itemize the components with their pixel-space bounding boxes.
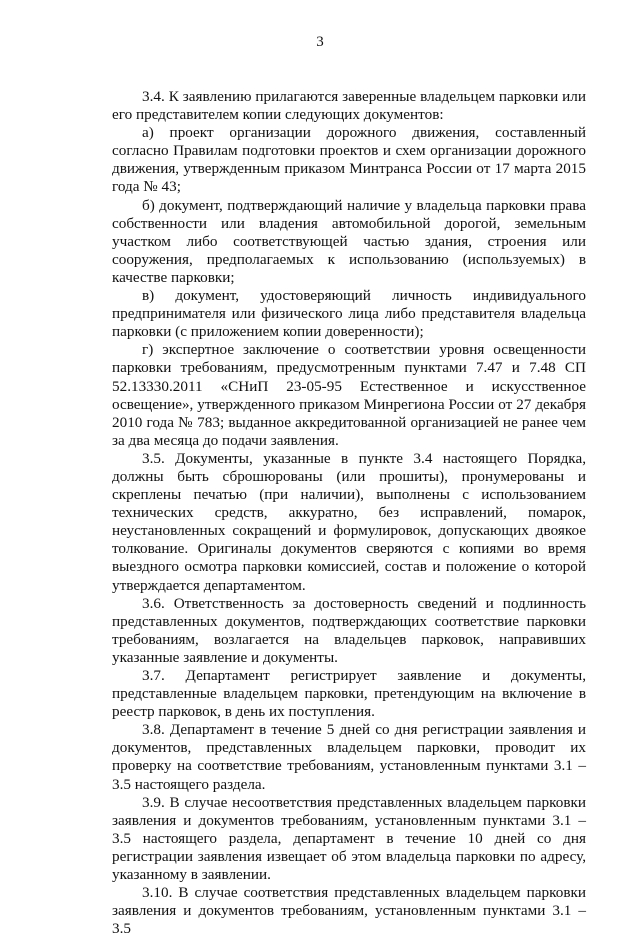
paragraph-3-4-b: б) документ, подтверждающий наличие у владельца парковки права собственности или владения автомобильной дорогой, земельным участком либо соответствующей частью здания, строения или сооружения, предполагаемых к использованию (используемых) в качестве парковки; [112,196,586,286]
paragraph-3-4-g: г) экспертное заключение о соответствии уровня освещенности парковки требованиям, предусмотренным пунктами 7.47 и 7.48 СП 52.13330.2011 «СНиП 23-05-95 Естественное и искусственное освещение», утвержденного приказом Минрегиона России от 27 декабря 2010 года № 783; выданное аккредитованной организацией не ранее чем за два месяца до подачи заявления. [112,341,586,449]
paragraph-3-4-a: а) проект организации дорожного движения, составленный согласно Правилам подготовки проектов и схем организации дорожного движения, утвержденным приказом Минтранса России от 17 марта 2015 года № 43; [112,124,586,196]
paragraph-3-6: 3.6. Ответственность за достоверность сведений и подлинность представленных документов, подтверждающих соответствие парковки требованиям, возлагается на владельцев парковок, направивших указанные заявление и документы. [112,594,586,666]
paragraph-3-5: 3.5. Документы, указанные в пункте 3.4 настоящего Порядка, должны быть сброшюрованы (или прошиты), пронумерованы и скреплены печатью (при наличии), выполнены с использованием технических средств, аккуратно, без исправлений, помарок, неустановленных сокращений и формулировок, допускающих двоякое толкование. Оригиналы документов сверяются с копиями во время выездного осмотра парковки комиссией, состав и положение о которой утверждается департаментом. [112,449,586,594]
paragraph-3-7: 3.7. Департамент регистрирует заявление и документы, представленные владельцем парковки, претендующим на включение в реестр парковок, в день их поступления. [112,667,586,721]
paragraph-3-8: 3.8. Департамент в течение 5 дней со дня регистрации заявления и документов, представленных владельцем парковки, проводит их проверку на соответствие требованиям, установленным пунктами 3.1 – 3.5 настоящего раздела. [112,721,586,793]
paragraph-3-4: 3.4. К заявлению прилагаются заверенные владельцем парковки или его представителем копии следующих документов: [112,88,586,124]
paragraph-3-4-v: в) документ, удостоверяющий личность индивидуального предпринимателя или физического лица либо представителя владельца парковки (с приложением копии доверенности); [112,287,586,341]
document-body [112,88,586,938]
page-number: 3 [316,34,324,50]
paragraph-3-9: 3.9. В случае несоответствия представленных владельцем парковки заявления и документов требованиям, установленным пунктами 3.1 – 3.5 настоящего раздела, департамент в течение 10 дней со дня регистрации заявления извещает об этом владельца парковки по адресу, указанному в заявлении. [112,793,586,884]
paragraph-3-10: 3.10. В случае соответствия представленных владельцем парковки заявления и документов требованиям, установленным пунктами 3.1 – 3.5 [112,884,586,938]
